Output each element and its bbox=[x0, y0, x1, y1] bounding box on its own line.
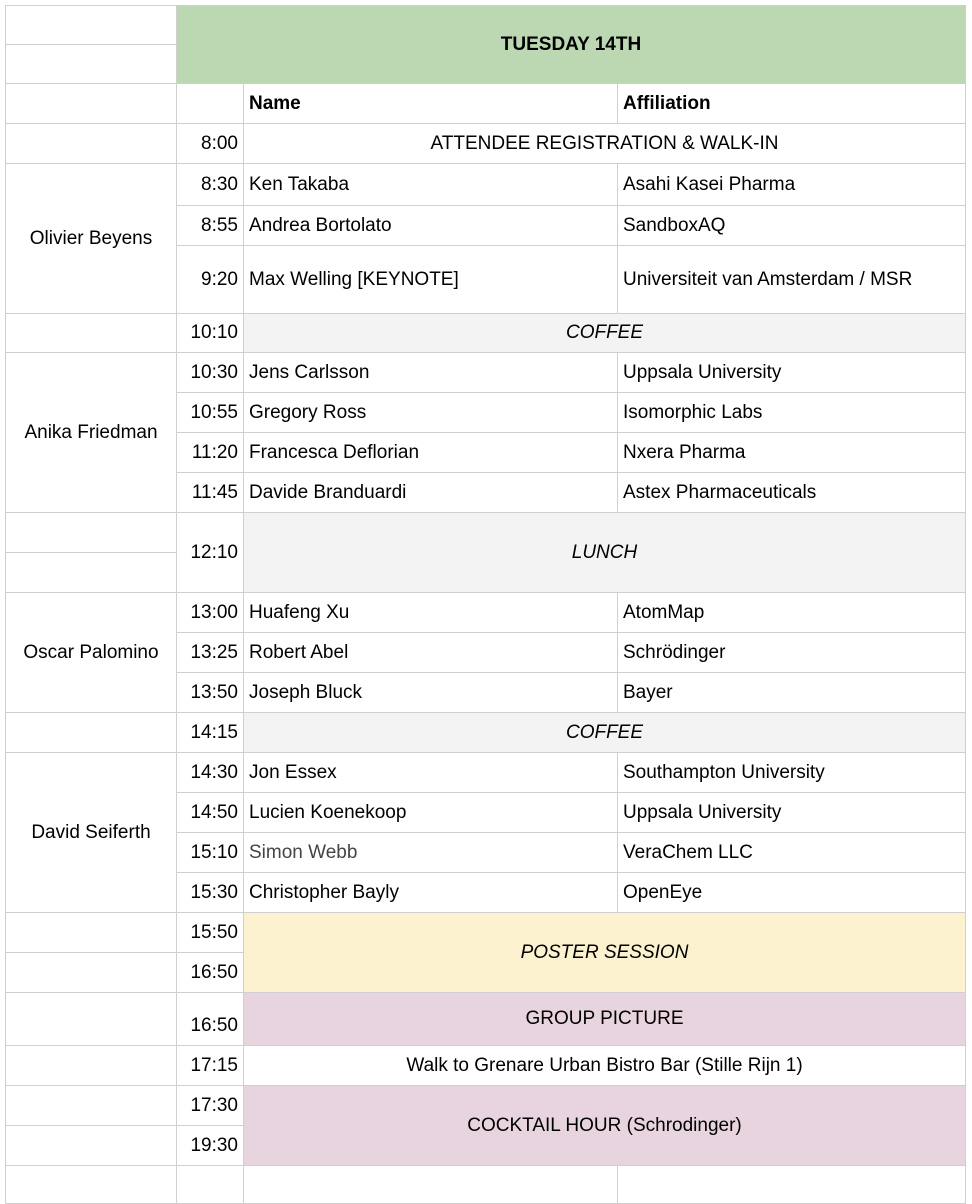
speaker-affiliation: Schrödinger bbox=[618, 633, 966, 673]
time-cell: 16:50 bbox=[177, 953, 244, 993]
time-cell: 10:55 bbox=[177, 393, 244, 433]
time-cell: 9:20 bbox=[177, 246, 244, 314]
speaker-name: Lucien Koenekoop bbox=[244, 793, 618, 833]
cell-empty[interactable] bbox=[177, 1166, 244, 1204]
break-lunch: LUNCH bbox=[244, 513, 966, 593]
time-cell: 10:10 bbox=[177, 314, 244, 353]
cell-empty[interactable] bbox=[6, 913, 177, 953]
time-cell: 17:15 bbox=[177, 1046, 244, 1086]
speaker-name: Francesca Deflorian bbox=[244, 433, 618, 473]
speaker-affiliation: AtomMap bbox=[618, 593, 966, 633]
cell-empty[interactable] bbox=[6, 84, 177, 124]
group-picture: GROUP PICTURE bbox=[244, 993, 966, 1046]
cell-empty[interactable] bbox=[244, 1166, 618, 1204]
break-coffee: COFFEE bbox=[244, 314, 966, 353]
speaker-name: Simon Webb bbox=[244, 833, 618, 873]
time-cell: 17:30 bbox=[177, 1086, 244, 1126]
cell-empty[interactable] bbox=[177, 84, 244, 124]
time-cell: 8:30 bbox=[177, 164, 244, 206]
speaker-name: Joseph Bluck bbox=[244, 673, 618, 713]
cocktail-hour: COCKTAIL HOUR (Schrodinger) bbox=[244, 1086, 966, 1166]
cell-empty[interactable] bbox=[6, 124, 177, 164]
speaker-affiliation: Uppsala University bbox=[618, 793, 966, 833]
cell-empty[interactable] bbox=[6, 553, 177, 593]
time-cell: 13:25 bbox=[177, 633, 244, 673]
speaker-name: Gregory Ross bbox=[244, 393, 618, 433]
speaker-name: Jon Essex bbox=[244, 753, 618, 793]
session-chair: Anika Friedman bbox=[6, 353, 177, 513]
speaker-affiliation: Asahi Kasei Pharma bbox=[618, 164, 966, 206]
cell-empty[interactable] bbox=[618, 1166, 966, 1204]
break-coffee: COFFEE bbox=[244, 713, 966, 753]
time-cell: 15:50 bbox=[177, 913, 244, 953]
walk-event: Walk to Grenare Urban Bistro Bar (Stille Rijn 1) bbox=[244, 1046, 966, 1086]
speaker-affiliation: OpenEye bbox=[618, 873, 966, 913]
day-header: TUESDAY 14TH bbox=[177, 6, 966, 84]
time-cell: 14:50 bbox=[177, 793, 244, 833]
schedule-table bbox=[5, 5, 966, 1204]
column-header-name: Name bbox=[244, 84, 618, 124]
time-cell: 11:20 bbox=[177, 433, 244, 473]
time-cell: 13:50 bbox=[177, 673, 244, 713]
time-cell: 14:15 bbox=[177, 713, 244, 753]
time-cell: 15:30 bbox=[177, 873, 244, 913]
speaker-affiliation: Universiteit van Amsterdam / MSR bbox=[618, 246, 966, 314]
speaker-affiliation: Isomorphic Labs bbox=[618, 393, 966, 433]
speaker-name: Robert Abel bbox=[244, 633, 618, 673]
time-cell: 10:30 bbox=[177, 353, 244, 393]
speaker-name: Max Welling [KEYNOTE] bbox=[244, 246, 618, 314]
session-chair: David Seiferth bbox=[6, 753, 177, 913]
speaker-affiliation: Southampton University bbox=[618, 753, 966, 793]
cell-empty[interactable] bbox=[6, 953, 177, 993]
speaker-affiliation: Bayer bbox=[618, 673, 966, 713]
speaker-name: Christopher Bayly bbox=[244, 873, 618, 913]
cell-empty[interactable] bbox=[6, 1086, 177, 1126]
time-cell: 14:30 bbox=[177, 753, 244, 793]
registration-label: ATTENDEE REGISTRATION & WALK-IN bbox=[244, 124, 966, 164]
cell-empty[interactable] bbox=[6, 993, 177, 1046]
time-cell: 13:00 bbox=[177, 593, 244, 633]
cell-empty[interactable] bbox=[6, 6, 177, 45]
speaker-affiliation: Uppsala University bbox=[618, 353, 966, 393]
time-cell: 19:30 bbox=[177, 1126, 244, 1166]
cell-empty[interactable] bbox=[6, 1046, 177, 1086]
time-cell: 15:10 bbox=[177, 833, 244, 873]
time-cell: 16:50 bbox=[177, 993, 244, 1046]
speaker-name: Ken Takaba bbox=[244, 164, 618, 206]
speaker-name: Jens Carlsson bbox=[244, 353, 618, 393]
cell-empty[interactable] bbox=[6, 45, 177, 84]
session-chair: Oscar Palomino bbox=[6, 593, 177, 713]
time-cell: 8:00 bbox=[177, 124, 244, 164]
speaker-affiliation: Nxera Pharma bbox=[618, 433, 966, 473]
speaker-name: Andrea Bortolato bbox=[244, 206, 618, 246]
time-cell: 8:55 bbox=[177, 206, 244, 246]
speaker-name: Huafeng Xu bbox=[244, 593, 618, 633]
cell-empty[interactable] bbox=[6, 1126, 177, 1166]
cell-empty[interactable] bbox=[6, 314, 177, 353]
column-header-affiliation: Affiliation bbox=[618, 84, 966, 124]
time-cell: 11:45 bbox=[177, 473, 244, 513]
speaker-affiliation: SandboxAQ bbox=[618, 206, 966, 246]
speaker-affiliation: Astex Pharmaceuticals bbox=[618, 473, 966, 513]
time-cell: 12:10 bbox=[177, 513, 244, 593]
poster-session: POSTER SESSION bbox=[244, 913, 966, 993]
speaker-name: Davide Branduardi bbox=[244, 473, 618, 513]
cell-empty[interactable] bbox=[6, 1166, 177, 1204]
cell-empty[interactable] bbox=[6, 713, 177, 753]
session-chair: Olivier Beyens bbox=[6, 164, 177, 314]
speaker-affiliation: VeraChem LLC bbox=[618, 833, 966, 873]
cell-empty[interactable] bbox=[6, 513, 177, 553]
